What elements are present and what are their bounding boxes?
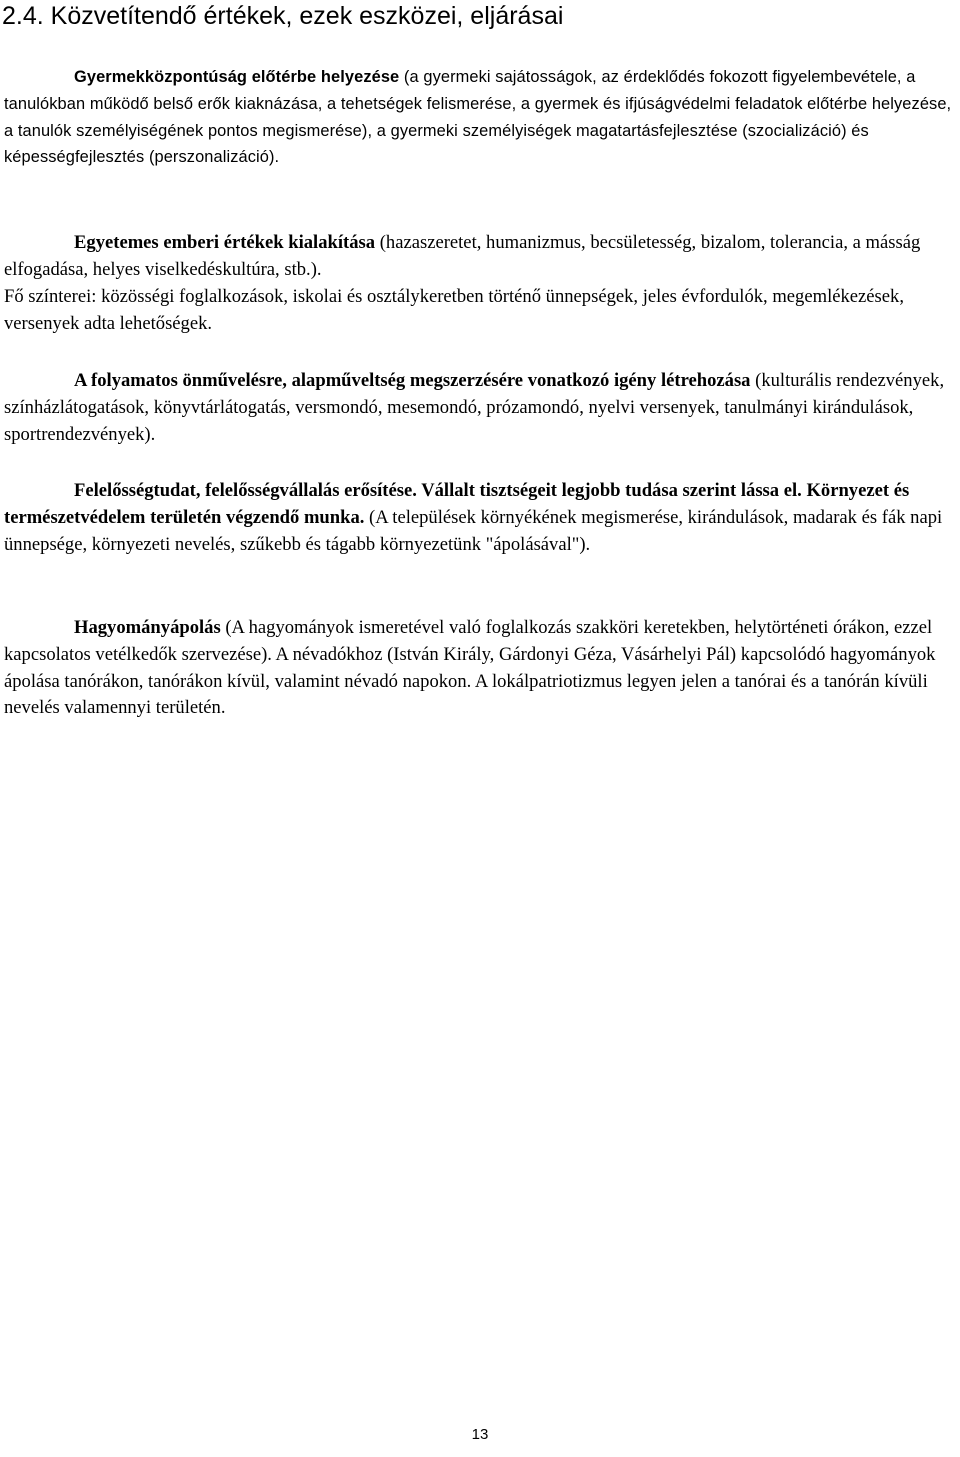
paragraph-body: Fő színterei: közösségi foglalkozások, iskolai és osztálykeretben történő ünnepségek, jeles évfordulók, megemlékezések, versenyek adta lehetőségek. [4, 286, 904, 334]
paragraph-body: (A hagyományok ismeretével való foglalkozás szakköri keretekben, helytörténeti órákon, ezzel kapcsolatos vetélkedők szervezése). A névadókhoz (István Király, Gárdonyi Géza, Vásárhelyi Pál) kapcsolódó hagyományok ápolása tanórákon, tanórákon kívül, valamint névadó napokon. A lokálpatriotizmus legyen jelen a tanórai és a tanórán kívüli nevelés valamennyi területén. [4, 617, 936, 719]
paragraph-lead: Hagyományápolás [74, 617, 221, 638]
paragraph-body: (hazaszeretet, humanizmus, becsületesség, bizalom, tolerancia, a másság elfogadása, helyes viselkedéskultúra, stb.). [4, 232, 921, 280]
paragraph-lead: A folyamatos önművelésre, alapműveltség megszerzésére vonatkozó igény létrehozása [74, 370, 751, 391]
paragraph-body: (kulturális rendezvények, színházlátogatások, könyvtárlátogatás, versmondó, mesemondó, prózamondó, nyelvi versenyek, tanulmányi kirándulások, sportrendezvények). [4, 370, 945, 445]
paragraph-body: (a gyermeki sajátosságok, az érdeklődés fokozott figyelembevétele, a tanulókban működő belső erők kiaknázása, a tehetségek felismerése, a gyermek és ifjúságvédelmi feladatok előtérbe helyezése, a tanulók személyiségének pontos megismerése), a gyermeki személyiségek magatartásfejlesztése (szocializáció) és képességfejlesztés (perszonalizáció). [4, 68, 952, 167]
paragraph-main-venues [4, 284, 958, 338]
paragraph-self-education [4, 368, 958, 448]
paragraph-lead: Felelősségtudat, felelősségvállalás erősítése. Vállalt tisztségeit legjobb tudása szerint lássa el. Környezet és természetvédelem területén végzendő munka. [4, 480, 910, 528]
paragraph-child-centered [4, 64, 958, 171]
paragraph-body: (A települések környékének megismerése, kirándulások, madarak és fák napi ünnepsége, környezeti nevelés, szűkebb és tágabb környezetünk "ápolásával"). [4, 506, 943, 555]
paragraph-responsibility [4, 478, 958, 558]
paragraph-lead: Gyermekközpontúság előtérbe helyezése [74, 68, 400, 86]
paragraph-lead: Egyetemes emberi értékek kialakítása [74, 232, 376, 253]
paragraph-universal-values [4, 230, 958, 284]
paragraph-tradition [4, 615, 958, 722]
section-heading: 2.4. Közvetítendő értékek, ezek eszközei, eljárásai [2, 2, 564, 30]
page-number: 13 [471, 1426, 489, 1443]
